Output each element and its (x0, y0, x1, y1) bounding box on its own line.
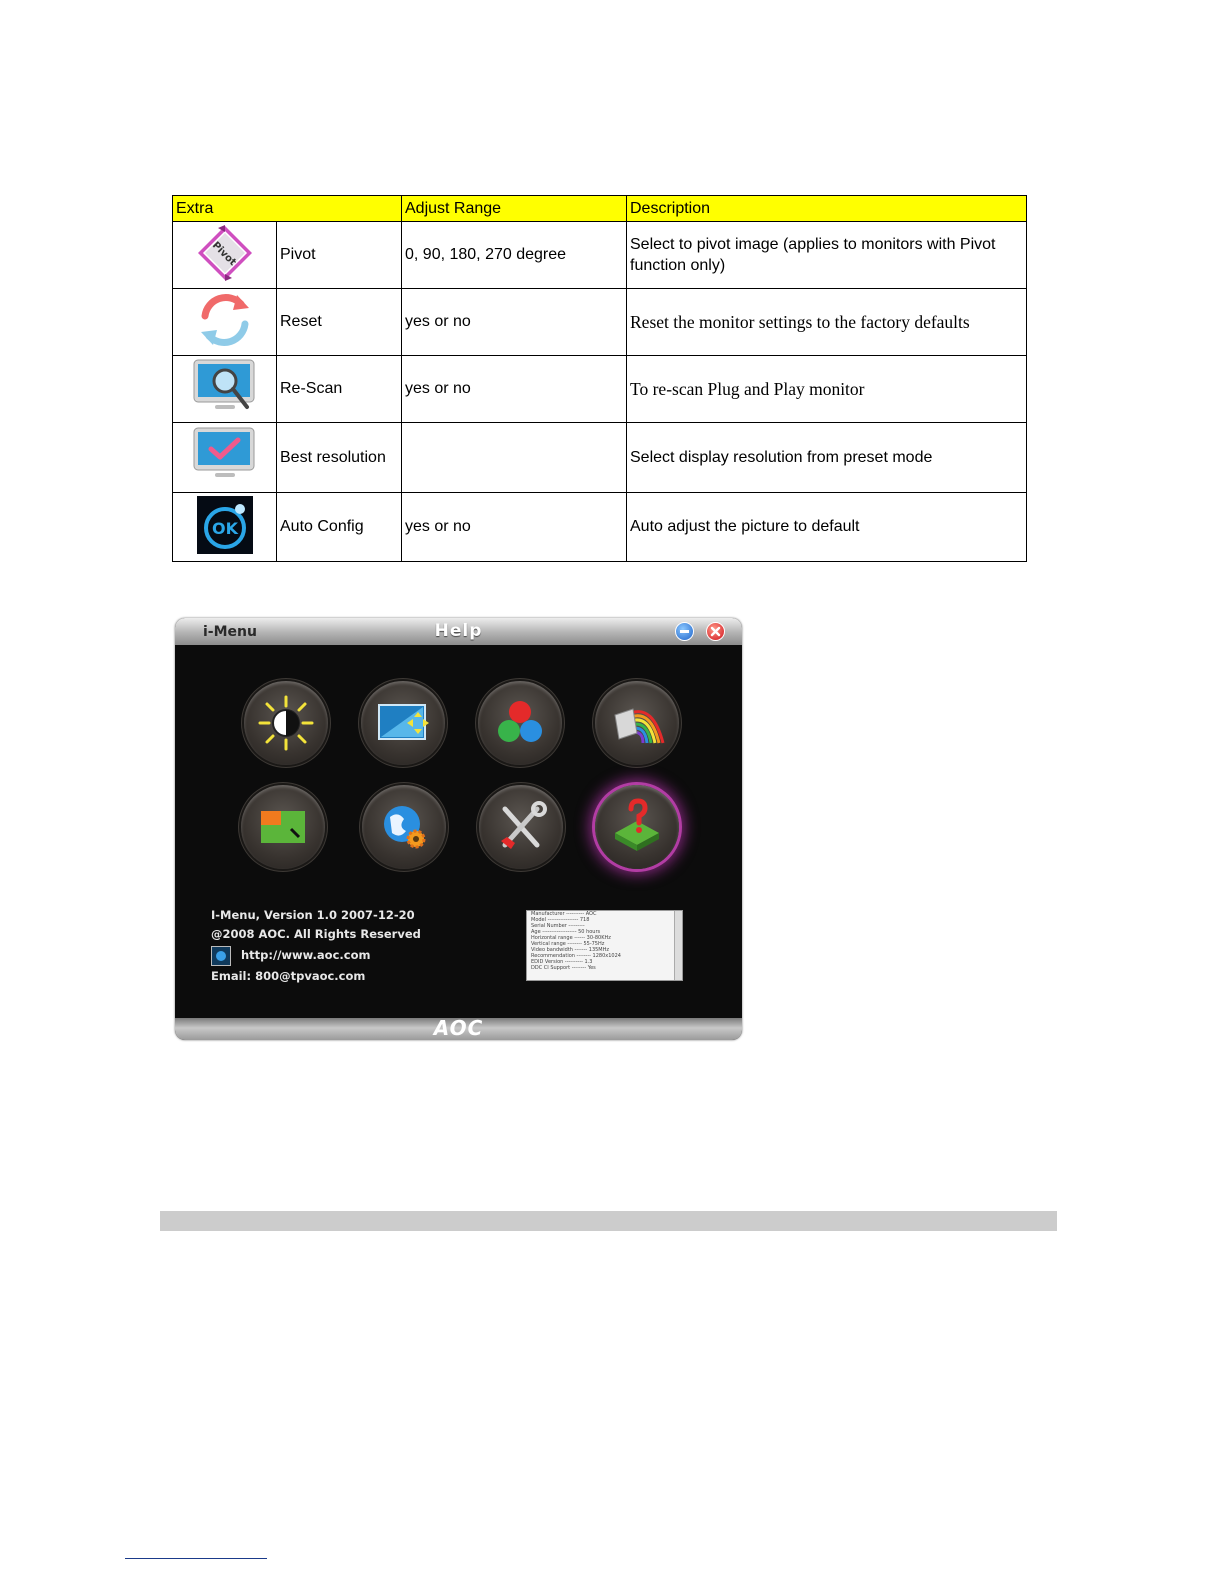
minimize-icon (676, 623, 693, 640)
pivot-icon-label: Pivot (209, 239, 238, 268)
osd-setup-icon (253, 797, 313, 857)
row-range-reset: yes or no (402, 289, 627, 356)
minimize-button[interactable] (675, 622, 694, 641)
color-setup-button[interactable] (478, 681, 562, 765)
info-line: Horizontal range ------ 30-80KHz (531, 935, 611, 941)
imenu-help-window (175, 618, 742, 1040)
table-row (173, 423, 1027, 493)
row-description-pivot: Select to pivot image (applies to monitors with Pivot function only) (627, 222, 1027, 289)
image-setup-button[interactable] (361, 681, 445, 765)
app-name: i-Menu (203, 624, 257, 640)
table-row (173, 222, 1027, 289)
section-divider-bar (160, 1211, 1057, 1231)
row-range-pivot: 0, 90, 180, 270 degree (402, 222, 627, 289)
header-adjust-range: Adjust Range (402, 196, 627, 222)
info-line: Vertical range -------- 55-75Hz (531, 941, 605, 947)
row-description-rescan: To re-scan Plug and Play monitor (627, 356, 1027, 423)
info-line: Serial Number --------- (531, 923, 585, 929)
web-link-icon[interactable] (211, 946, 231, 966)
help-button[interactable] (595, 785, 679, 869)
monitor-info-box[interactable] (526, 910, 683, 981)
close-button[interactable] (706, 622, 725, 641)
header-description: Description (627, 196, 1027, 222)
reset-icon (195, 290, 255, 350)
rescan-icon (191, 357, 259, 417)
info-line: Age ------------------- 50 hours (531, 929, 601, 935)
brightness-icon (256, 693, 316, 753)
extra-tools-button[interactable] (479, 785, 563, 869)
info-line: Manufacturer ---------- AOC (531, 911, 597, 917)
row-name-reset: Reset (277, 289, 402, 356)
row-description-auto-config: Auto adjust the picture to default (627, 493, 1027, 562)
title-bar[interactable] (175, 618, 742, 645)
info-line: DDC CI Support -------- Yes (531, 965, 596, 971)
color-setup-icon (490, 693, 550, 753)
row-name-best-resolution: Best resolution (277, 423, 402, 493)
help-icon (607, 797, 667, 857)
osd-setup-button[interactable] (241, 785, 325, 869)
best-resolution-icon (191, 425, 259, 485)
close-icon (707, 623, 724, 640)
row-description-reset: Reset the monitor settings to the factory defaults (627, 289, 1027, 356)
info-line: Recommendation -------- 1280x1024 (531, 953, 621, 959)
row-range-auto-config: yes or no (402, 493, 627, 562)
info-scrollbar[interactable] (674, 911, 682, 980)
info-line: EDID Version ---------- 1.3 (531, 959, 593, 965)
picture-boost-icon (607, 693, 667, 753)
ok-icon-label: OK (211, 518, 238, 538)
image-setup-icon (373, 693, 433, 753)
auto-config-icon (196, 495, 254, 555)
copyright-text: @2008 AOC. All Rights Reserved (211, 927, 421, 941)
table-header-row (173, 196, 1027, 222)
row-range-rescan: yes or no (402, 356, 627, 423)
extra-settings-table (172, 195, 1027, 562)
table-row (173, 493, 1027, 562)
version-text: I-Menu, Version 1.0 2007-12-20 (211, 908, 415, 922)
extra-tools-icon (491, 797, 551, 857)
window-title: Help (434, 621, 483, 641)
info-line: Video bandwidth ------- 135MHz (531, 947, 610, 953)
row-name-auto-config: Auto Config (277, 493, 402, 562)
email-text: Email: 800@tpvaoc.com (211, 969, 366, 983)
table-row (173, 356, 1027, 423)
row-description-best-resolution: Select display resolution from preset mode (627, 423, 1027, 493)
footnote-rule (125, 1558, 267, 1559)
footer-bar (175, 1018, 742, 1040)
info-line: Model ----------------- 718 (531, 917, 590, 923)
table-row (173, 289, 1027, 356)
row-range-best-resolution (402, 423, 627, 493)
language-icon (374, 797, 434, 857)
row-name-rescan: Re-Scan (277, 356, 402, 423)
language-button[interactable] (362, 785, 446, 869)
header-extra: Extra (173, 196, 402, 222)
pivot-icon (195, 223, 255, 283)
brightness-button[interactable] (244, 681, 328, 765)
picture-boost-button[interactable] (595, 681, 679, 765)
website-link[interactable]: http://www.aoc.com (241, 948, 371, 962)
row-name-pivot: Pivot (277, 222, 402, 289)
aoc-logo: AOC (433, 1016, 484, 1040)
